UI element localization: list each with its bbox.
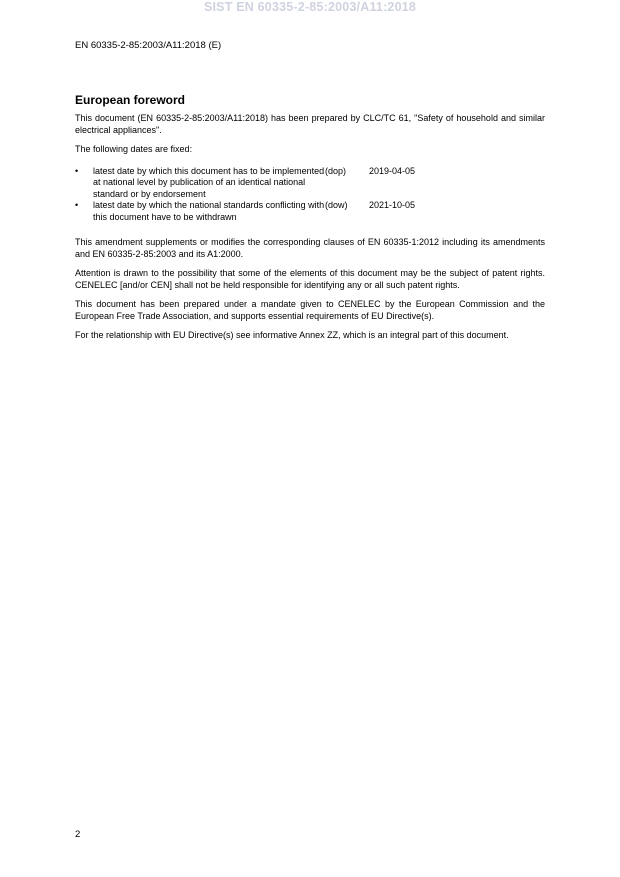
section-title: European foreword: [75, 93, 186, 107]
date-item-dop: [75, 166, 545, 201]
date-description: latest date by which this document has to be implemented at national level by publication of an identical national standard or by endorsement: [93, 165, 325, 199]
date-item-dow: [75, 200, 545, 223]
date-value: 2019-04-05: [369, 165, 416, 176]
watermark: SIST EN 60335-2-85:2003/A11:2018: [203, 0, 417, 14]
mandate-paragraph: This document has been prepared under a mandate given to CENELEC by the European Commission and the European Free Trade Association, and supports essential requirements of EU Directive(s).: [75, 299, 545, 321]
bullet-icon: •: [75, 165, 79, 176]
dates-list: [75, 166, 545, 224]
date-abbreviation: (dow): [325, 200, 348, 210]
document-identifier: EN 60335-2-85:2003/A11:2018 (E): [75, 40, 222, 51]
directive-paragraph: For the relationship with EU Directive(s) see informative Annex ZZ, which is an integral part of this document.: [75, 330, 509, 340]
date-value: 2021-10-05: [369, 200, 416, 210]
page-number: 2: [75, 829, 81, 840]
amendment-paragraph: This amendment supplements or modifies the corresponding clauses of EN 60335-1:2012 including its amendments and EN 60335-2-85:2003 and its A1:2000.: [75, 237, 545, 259]
bullet-icon: •: [75, 200, 79, 210]
intro-paragraph: This document (EN 60335-2-85:2003/A11:2018) has been prepared by CLC/TC 61, "Safety of household and similar electrical appliances".: [75, 113, 545, 135]
patent-paragraph: Attention is drawn to the possibility that some of the elements of this document may be the subject of patent rights. CENELEC [and/or CEN] shall not be held responsible for identifying any or all such patent rights.: [75, 268, 545, 290]
date-abbreviation: (dop): [325, 165, 347, 176]
date-description: latest date by which the national standards conflicting with this document have to be withdrawn: [93, 200, 325, 222]
dates-intro: The following dates are fixed:: [75, 144, 193, 154]
foreword-section: [75, 93, 545, 350]
